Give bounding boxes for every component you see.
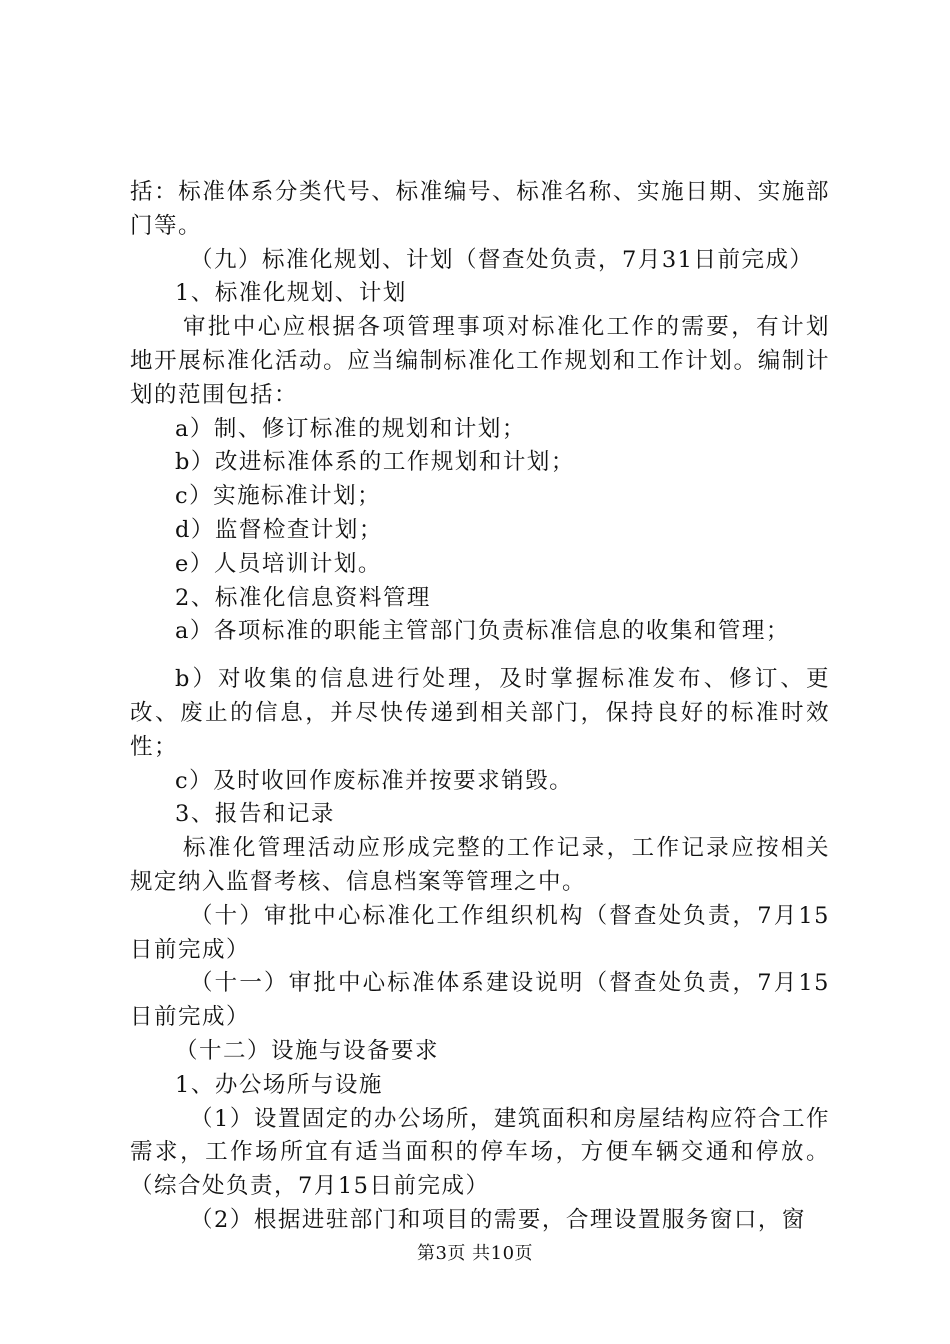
list-item-e: e）人员培训计划。 xyxy=(175,550,382,577)
heading-info-management: 2、标准化信息资料管理 xyxy=(175,584,431,611)
heading-section-10: （十）审批中心标准化工作组织机构（督查处负责，7月15日前完成） xyxy=(130,902,830,963)
list-item-b: b）对收集的信息进行处理，及时掌握标准发布、修订、更改、废止的信息，并尽快传递到相关部门，保持良好的标准时效性； xyxy=(130,666,830,760)
heading-planning: 1、标准化规划、计划 xyxy=(175,280,407,307)
list-item-b: b）改进标准体系的工作规划和计划； xyxy=(175,449,575,476)
list-item-c: c）及时收回作废标准并按要求销毁。 xyxy=(175,767,574,794)
paragraph-item-2: （2）根据进驻部门和项目的需要，合理设置服务窗口，窗 xyxy=(190,1206,806,1233)
list-item-c: c）实施标准计划； xyxy=(175,483,382,510)
spacer xyxy=(130,649,830,663)
page-number-footer: 第3页 共10页 xyxy=(416,1243,534,1264)
list-item-a: a）制、修订标准的规划和计划； xyxy=(175,415,526,442)
heading-office-facilities: 1、办公场所与设施 xyxy=(175,1071,383,1098)
heading-records: 3、报告和记录 xyxy=(175,801,335,828)
paragraph-records: 标准化管理活动应形成完整的工作记录，工作记录应按相关规定纳入监督考核、信息档案等管理之中。 xyxy=(130,835,830,895)
paragraph-planning: 审批中心应根据各项管理事项对标准化工作的需要，有计划地开展标准化活动。应当编制标准化工作规划和工作计划。编制计划的范围包括： xyxy=(130,314,830,408)
heading-section-12: （十二）设施与设备要求 xyxy=(175,1037,440,1064)
document-body xyxy=(130,176,830,1238)
heading-section-11: （十一）审批中心标准体系建设说明（督查处负责，7月15日前完成） xyxy=(130,970,830,1031)
paragraph-item-1: （1）设置固定的办公场所，建筑面积和房屋结构应符合工作需求，工作场所宜有适当面积的停车场，方便车辆交通和停放。（综合处负责，7月15日前完成） xyxy=(130,1105,830,1200)
list-item-a: a）各项标准的职能主管部门负责标准信息的收集和管理； xyxy=(175,618,790,645)
heading-section-9: （九）标准化规划、计划（督查处负责，7月31日前完成） xyxy=(190,246,814,273)
list-item-d: d）监督检查计划； xyxy=(175,516,383,543)
paragraph-continuation: 括：标准体系分类代号、标准编号、标准名称、实施日期、实施部门等。 xyxy=(130,179,830,239)
